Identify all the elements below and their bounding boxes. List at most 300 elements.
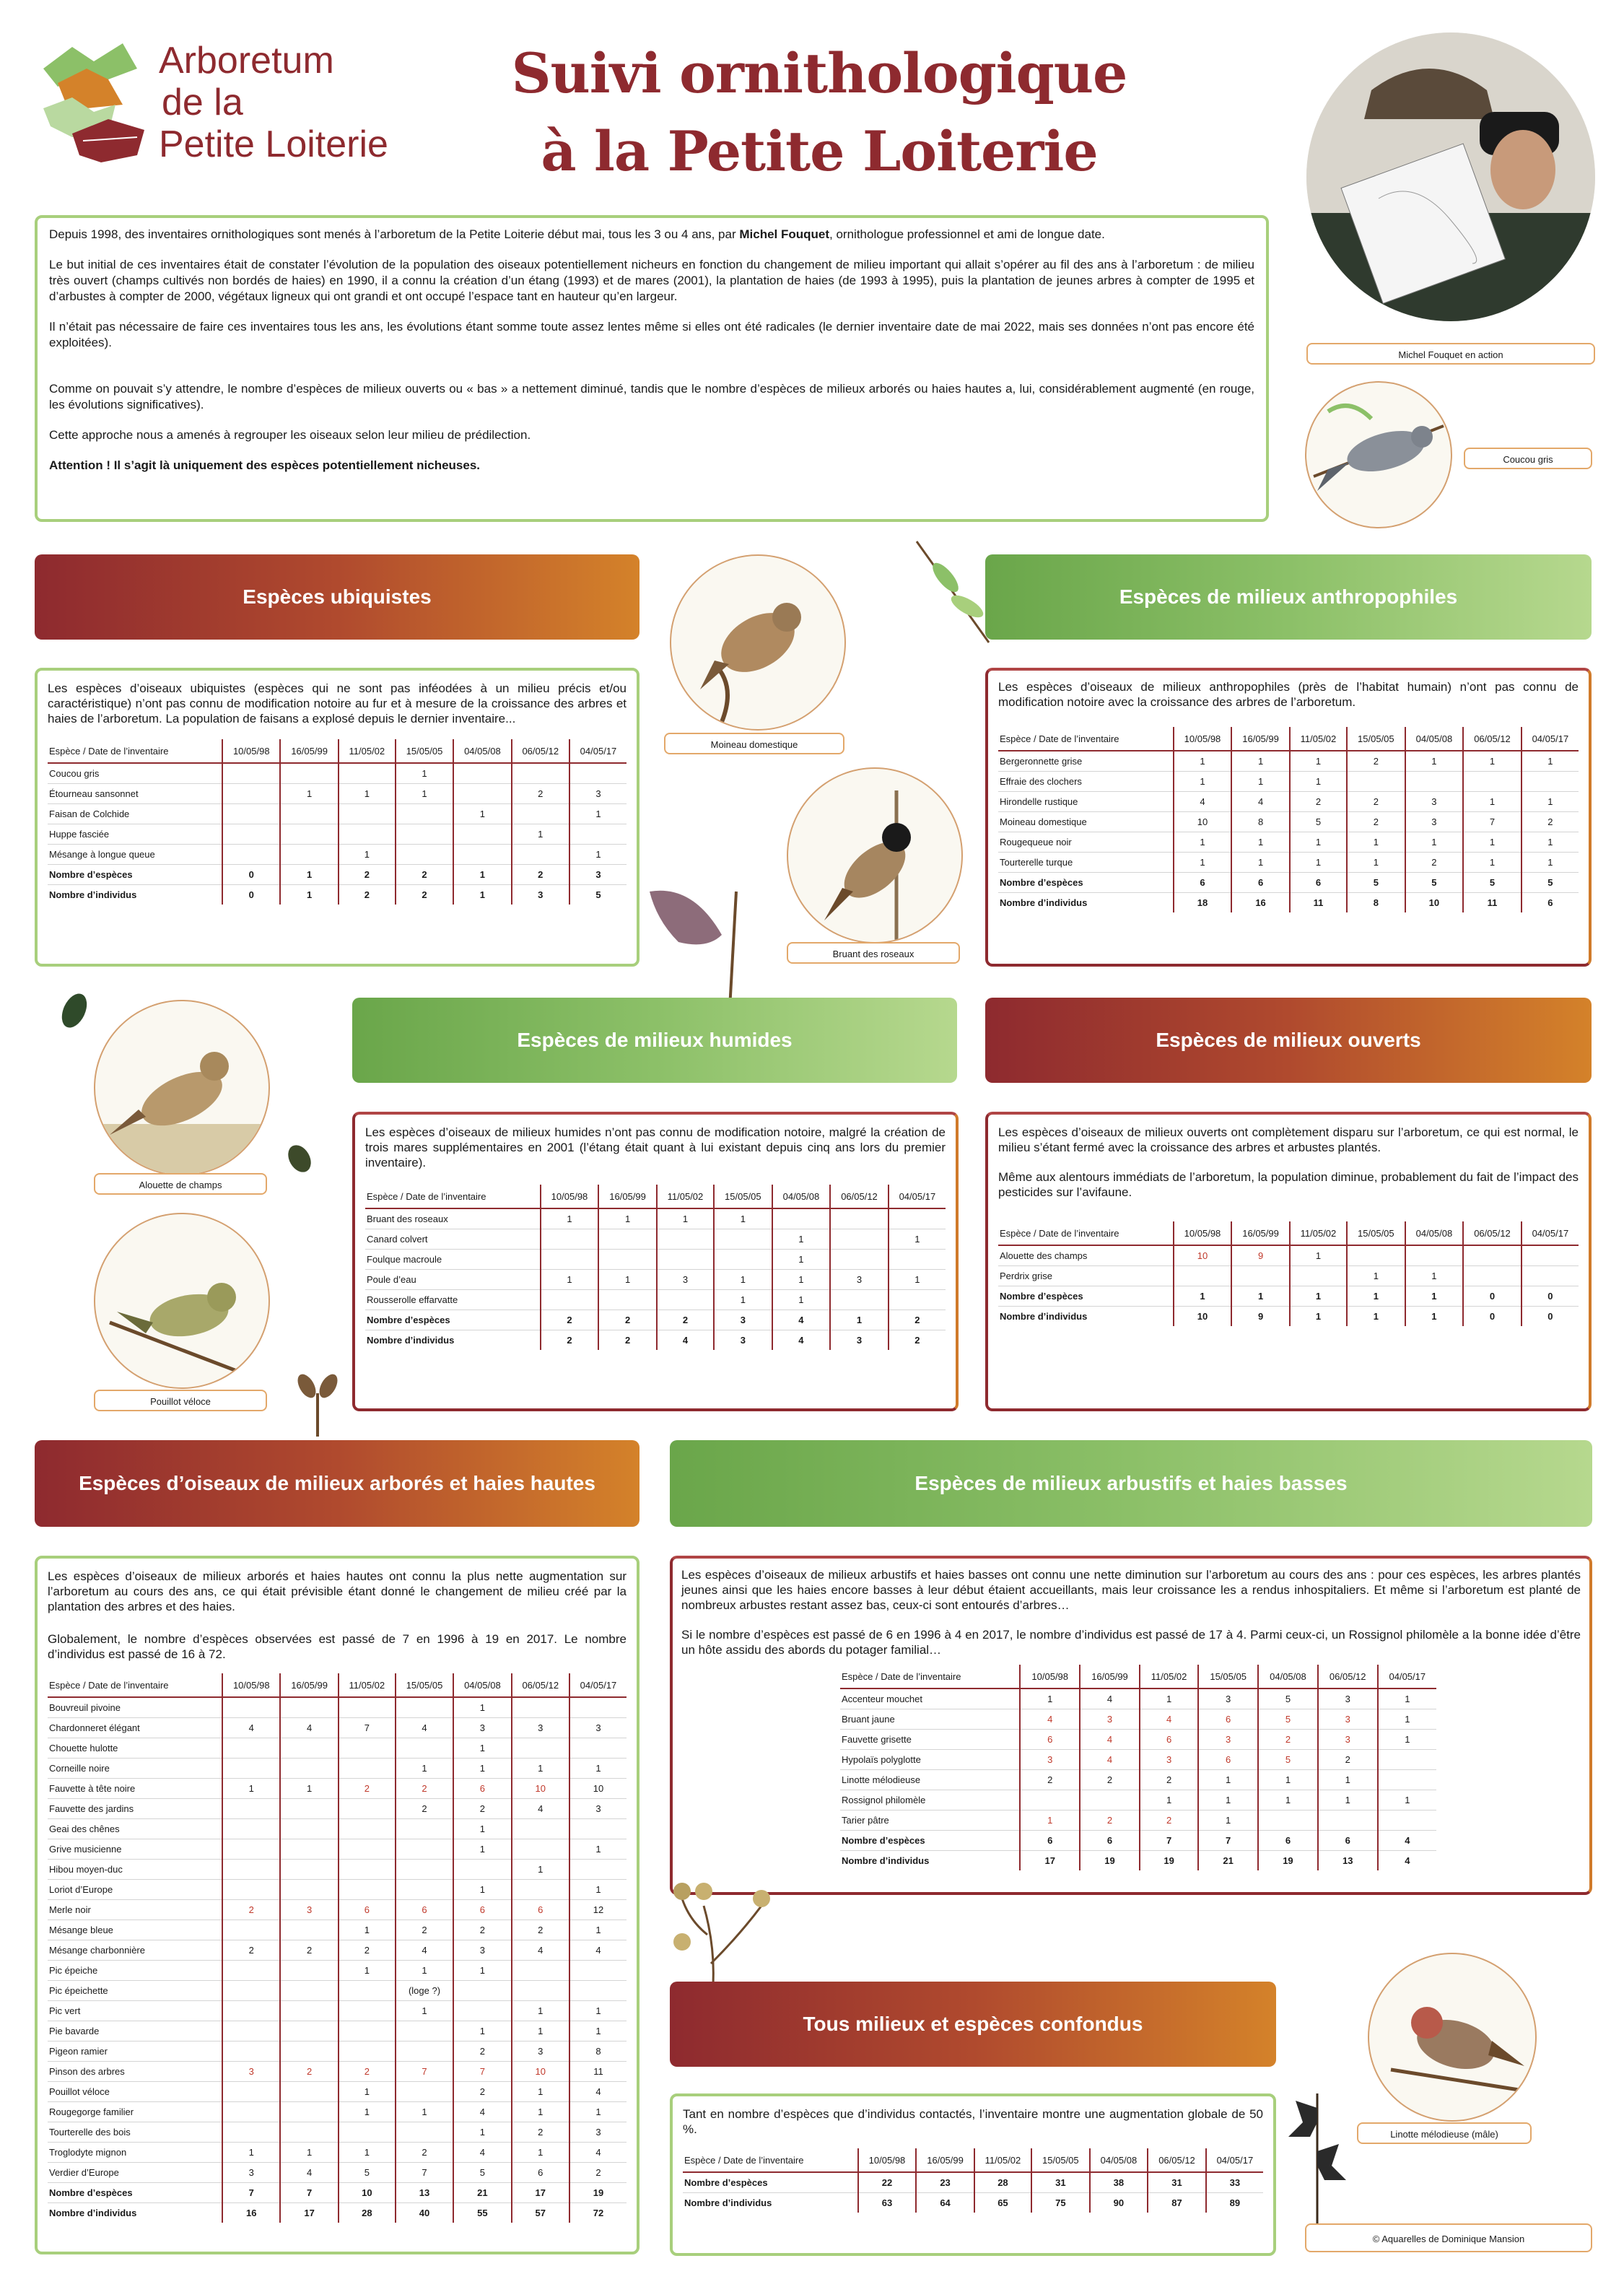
count-cell: [222, 804, 280, 824]
species-name-cell: Nombre d’espèces: [48, 2183, 222, 2203]
table-row: [365, 1270, 946, 1290]
count-cell: 2: [1140, 1810, 1198, 1831]
count-cell: 1: [396, 1961, 453, 1981]
date-header: 06/05/12: [1318, 1665, 1378, 1689]
species-name-cell: Linotte mélodieuse: [840, 1770, 1020, 1790]
table-header-row: [998, 1221, 1579, 1245]
count-cell: 6: [1522, 893, 1579, 913]
species-name-cell: Hibou moyen-duc: [48, 1860, 222, 1880]
count-cell: [280, 1799, 338, 1819]
date-header: 11/05/02: [1140, 1665, 1198, 1689]
count-cell: 10: [1174, 1245, 1232, 1266]
count-cell: 10: [339, 2183, 396, 2203]
table-row: [998, 1245, 1579, 1266]
count-cell: 1: [889, 1229, 946, 1250]
count-cell: 4: [396, 1940, 453, 1961]
date-header: 11/05/02: [339, 739, 396, 763]
count-cell: 6: [1080, 1831, 1140, 1851]
table-row: [998, 772, 1579, 792]
count-cell: 4: [1080, 1730, 1140, 1750]
count-cell: 1: [1290, 751, 1347, 772]
count-cell: 1: [512, 824, 569, 845]
count-cell: [222, 824, 280, 845]
species-name-cell: Nombre d’individus: [998, 893, 1174, 913]
count-cell: [512, 1981, 569, 2001]
count-cell: 4: [512, 1799, 569, 1819]
text-arbustifs-2: Si le nombre d’espèces est passé de 6 en 1996 à 4 en 2017, le nombre d’individus est passé de 17 à 4. Parmi ceux-ci, un Rossignol philomèle a la bonne idée d’être un hôte assidu des abords du potager familial…: [681, 1628, 1581, 1657]
species-name-cell: Chouette hulotte: [48, 1738, 222, 1759]
count-cell: [339, 2122, 396, 2143]
species-name-cell: Nombre d’individus: [48, 885, 222, 905]
caption-bruant-des-roseaux: Bruant des roseaux: [787, 942, 960, 964]
count-cell: 3: [1020, 1750, 1080, 1770]
count-cell: 3: [512, 1718, 569, 1738]
count-cell: 5: [1258, 1689, 1318, 1709]
text-arbustifs-1: Les espèces d’oiseaux de milieux arbustifs et haies basses ont connu une nette diminution sur l’arboretum au cours des ans : pour ces espèces, les arbres plantés jeunes ainsi que les haies encore basses à leur début étaient accueillants, mais leur croissance les a rendus inhospitaliers. Et même si l’arboretum est planté de nombreux arbustes restant assez bas, ceux-ci sont entourés d’arbres…: [681, 1568, 1581, 1612]
count-cell: 1: [1231, 751, 1290, 772]
count-cell: 1: [569, 1839, 627, 1860]
count-cell: 6: [512, 1900, 569, 1920]
table-arbustifs: [840, 1665, 1436, 1870]
table-row: [48, 2062, 627, 2082]
count-cell: 2: [1318, 1750, 1378, 1770]
count-cell: [541, 1229, 599, 1250]
count-cell: [396, 2042, 453, 2062]
count-cell: 2: [280, 1940, 338, 1961]
count-cell: 55: [453, 2203, 511, 2223]
species-name-cell: Nombre d’espèces: [998, 873, 1174, 893]
species-name-cell: Pic vert: [48, 2001, 222, 2021]
date-header: 15/05/05: [1347, 727, 1405, 751]
count-cell: 87: [1148, 2193, 1206, 2213]
bud-branch-icon: [285, 1372, 350, 1437]
count-cell: 2: [453, 2082, 511, 2102]
count-cell: [280, 804, 338, 824]
species-name-cell: Tourterelle des bois: [48, 2122, 222, 2143]
logo-line-3: Petite Loiterie: [159, 123, 388, 165]
count-cell: 1: [1198, 1790, 1258, 1810]
logo-line-1: Arboretum: [159, 40, 334, 82]
species-name-cell: Fauvette grisette: [840, 1730, 1020, 1750]
count-cell: 1: [280, 2143, 338, 2163]
count-cell: [339, 1799, 396, 1819]
count-cell: [569, 763, 627, 784]
table-row: [48, 1718, 627, 1738]
count-cell: 4: [280, 1718, 338, 1738]
count-cell: 2: [339, 1940, 396, 1961]
text-arbores-2: Globalement, le nombre d’espèces observées est passé de 7 en 1996 à 19 en 2017. Le nombre d’individus est passé de 16 à 72.: [48, 1632, 627, 1661]
count-cell: 1: [512, 1860, 569, 1880]
count-cell: [512, 1738, 569, 1759]
species-name-cell: Loriot d’Europe: [48, 1880, 222, 1900]
count-cell: [222, 2021, 280, 2042]
count-cell: 13: [396, 2183, 453, 2203]
count-cell: 1: [453, 1697, 511, 1718]
box-ubiquistes: [35, 668, 639, 967]
species-name-cell: Nombre d’individus: [48, 2203, 222, 2223]
count-cell: 2: [1347, 792, 1405, 812]
count-cell: 3: [830, 1330, 889, 1351]
count-cell: 1: [339, 1961, 396, 1981]
table-row: [48, 2122, 627, 2143]
table-row: [48, 1697, 627, 1718]
count-cell: 1: [280, 865, 338, 885]
date-header: 04/05/17: [889, 1185, 946, 1208]
table-header-row: [998, 727, 1579, 751]
count-cell: [222, 763, 280, 784]
caption-credits: © Aquarelles de Dominique Mansion: [1305, 2223, 1592, 2252]
count-cell: 1: [396, 1759, 453, 1779]
column-header: Espèce / Date de l’inventaire: [48, 1673, 222, 1697]
count-cell: [222, 1860, 280, 1880]
count-cell: 1: [1258, 1770, 1318, 1790]
count-cell: [1463, 1266, 1522, 1286]
table-row: [840, 1689, 1436, 1709]
text-tous: Tant en nombre d’espèces que d’individus contactés, l’inventaire montre une augmentation globale de 50 %.: [683, 2107, 1263, 2136]
intro-paragraph-1: [49, 227, 1254, 243]
count-cell: 31: [1031, 2172, 1090, 2193]
intro-paragraph-3: Il n’était pas nécessaire de faire ces inventaires tous les ans, les évolutions étant somme toute assez lentes même si elles ont été radicales (le dernier inventaire date de mai 2022, mais ses données n’ont pas encore été exploitées).: [49, 320, 1254, 349]
count-cell: [453, 2001, 511, 2021]
date-header: 04/05/17: [569, 739, 627, 763]
count-cell: 1: [1347, 853, 1405, 873]
count-cell: 19: [1258, 1851, 1318, 1871]
count-cell: [396, 1880, 453, 1900]
intro-paragraph-2: Le but initial de ces inventaires était de constater l’évolution de la population des oiseaux potentiellement nicheurs en fonction du changement de milieu important qui allait s’opérer au fil des ans à l’arboretum : de milieu très ouvert (champs cultivés non bordés de haies) en 1990, il a connu la création d’un étang (1993) et de mares (2001), la plantation de haies (de 1993 à 1995), puis la plantation de jeunes arbres à compter de 1995 et d’arbustes à compter de 2000, végétaux ligneux qui ont grandi et ont occupé l’espace tant en hauteur qu’en largeur.: [49, 258, 1254, 303]
species-name-cell: Geai des chênes: [48, 1819, 222, 1839]
count-cell: 1: [396, 784, 453, 804]
count-cell: 7: [396, 2062, 453, 2082]
count-cell: 31: [1148, 2172, 1206, 2193]
date-header: 10/05/98: [222, 739, 280, 763]
count-cell: [339, 1759, 396, 1779]
count-cell: 38: [1090, 2172, 1148, 2193]
count-cell: 2: [1080, 1770, 1140, 1790]
count-cell: 7: [222, 2183, 280, 2203]
count-cell: 4: [222, 1718, 280, 1738]
species-name-cell: Perdrix grise: [998, 1266, 1174, 1286]
count-cell: 21: [453, 2183, 511, 2203]
count-cell: 1: [339, 845, 396, 865]
count-cell: 3: [453, 1718, 511, 1738]
count-cell: [222, 1697, 280, 1718]
banner-arbores: Espèces d’oiseaux de milieux arborés et haies hautes: [35, 1440, 639, 1527]
count-cell: [657, 1229, 714, 1250]
table-row: [48, 784, 627, 804]
count-cell: 6: [1231, 873, 1290, 893]
count-cell: 3: [1140, 1750, 1198, 1770]
count-cell: 1: [1258, 1790, 1318, 1810]
count-cell: [280, 1738, 338, 1759]
count-cell: 1: [1405, 1307, 1464, 1327]
column-header: Espèce / Date de l’inventaire: [998, 1221, 1174, 1245]
species-name-cell: Rossignol philomèle: [840, 1790, 1020, 1810]
count-cell: 1: [1020, 1689, 1080, 1709]
count-cell: 1: [889, 1270, 946, 1290]
count-cell: 2: [396, 1779, 453, 1799]
count-cell: 1: [396, 2001, 453, 2021]
count-cell: 2: [1347, 812, 1405, 832]
count-cell: 1: [1290, 1286, 1347, 1307]
count-cell: 1: [1290, 1307, 1347, 1327]
count-cell: [396, 2082, 453, 2102]
table-row: [998, 792, 1579, 812]
count-cell: 1: [1290, 832, 1347, 853]
count-cell: [339, 804, 396, 824]
count-cell: 4: [1378, 1851, 1436, 1871]
count-cell: 7: [396, 2163, 453, 2183]
count-cell: 18: [1174, 893, 1232, 913]
count-cell: [1463, 772, 1522, 792]
count-cell: 3: [569, 1718, 627, 1738]
species-name-cell: Pic épeiche: [48, 1961, 222, 1981]
table-header-row: [365, 1185, 946, 1208]
count-cell: [280, 2021, 338, 2042]
count-cell: 5: [1258, 1750, 1318, 1770]
table-row: [48, 1940, 627, 1961]
count-cell: 3: [512, 2042, 569, 2062]
table-row: [48, 1920, 627, 1940]
count-cell: 1: [569, 845, 627, 865]
count-cell: 1: [1463, 832, 1522, 853]
logo-line-2: de la: [162, 82, 243, 123]
count-cell: 2: [1522, 812, 1579, 832]
count-cell: [339, 1981, 396, 2001]
count-cell: 1: [512, 1759, 569, 1779]
species-name-cell: Grive musicienne: [48, 1839, 222, 1860]
species-name-cell: Bouvreuil pivoine: [48, 1697, 222, 1718]
illustration-bruant-des-roseaux: [787, 767, 963, 944]
count-cell: [569, 1981, 627, 2001]
count-cell: 2: [541, 1310, 599, 1330]
count-cell: 22: [858, 2172, 917, 2193]
date-header: 06/05/12: [830, 1185, 889, 1208]
table-row: [48, 1819, 627, 1839]
table-header-row: [48, 1673, 627, 1697]
count-cell: [657, 1290, 714, 1310]
count-cell: 1: [1231, 853, 1290, 873]
count-cell: [453, 824, 511, 845]
count-cell: 4: [1378, 1831, 1436, 1851]
table-row: [840, 1790, 1436, 1810]
count-cell: 3: [1198, 1730, 1258, 1750]
count-cell: [453, 1981, 511, 2001]
text-arbores-1: Les espèces d’oiseaux de milieux arborés et haies hautes ont connu la plus nette augmentation sur l’arboretum au cours des ans, ce qui était prévisible étant donné le changement de milieu créé par la plantation des arbres et des haies.: [48, 1569, 627, 1613]
count-cell: 2: [396, 865, 453, 885]
date-header: 16/05/99: [1231, 1221, 1290, 1245]
count-cell: 1: [1405, 1286, 1464, 1307]
count-cell: 5: [453, 2163, 511, 2183]
count-cell: 9: [1231, 1307, 1290, 1327]
table-row: [48, 2143, 627, 2163]
column-header: Espèce / Date de l’inventaire: [998, 727, 1174, 751]
count-cell: [1020, 1790, 1080, 1810]
count-cell: 1: [1405, 1266, 1464, 1286]
intro-paragraph-4: Comme on pouvait s’y attendre, le nombre d’espèces de milieux ouverts ou « bas » a nettement diminué, tandis que le nombre d’espèces de milieux arborés ou haies hautes a, lui, considérablement augmenté (en rouge, les évolutions significatives).: [49, 382, 1254, 411]
count-cell: 2: [889, 1330, 946, 1351]
count-cell: [222, 2082, 280, 2102]
species-name-cell: Nombre d’individus: [365, 1330, 541, 1351]
count-cell: 10: [512, 2062, 569, 2082]
count-cell: [453, 845, 511, 865]
count-cell: [889, 1250, 946, 1270]
total-row: [840, 1851, 1436, 1871]
count-cell: [396, 1839, 453, 1860]
count-cell: 63: [858, 2193, 917, 2213]
table-row: [48, 1880, 627, 1900]
species-name-cell: Accenteur mouchet: [840, 1689, 1020, 1709]
count-cell: [280, 763, 338, 784]
count-cell: 4: [512, 1940, 569, 1961]
species-name-cell: Fauvette à tête noire: [48, 1779, 222, 1799]
count-cell: [396, 2122, 453, 2143]
species-name-cell: Nombre d’espèces: [840, 1831, 1020, 1851]
count-cell: 8: [1347, 893, 1405, 913]
count-cell: 6: [1020, 1831, 1080, 1851]
species-name-cell: Hirondelle rustique: [998, 792, 1174, 812]
count-cell: 1: [453, 1819, 511, 1839]
date-header: 10/05/98: [858, 2148, 917, 2172]
illustration-moineau-domestique: [670, 554, 846, 731]
species-name-cell: Canard colvert: [365, 1229, 541, 1250]
count-cell: 5: [1290, 812, 1347, 832]
title-line-1: Suivi ornithologique: [511, 41, 1127, 105]
count-cell: 2: [1140, 1770, 1198, 1790]
text-ouverts: [998, 1125, 1579, 1200]
box-ouverts: [985, 1112, 1592, 1411]
table-row: [365, 1250, 946, 1270]
count-cell: 1: [1140, 1689, 1198, 1709]
count-cell: 1: [339, 2102, 396, 2122]
count-cell: 28: [974, 2172, 1031, 2193]
species-name-cell: Poule d’eau: [365, 1270, 541, 1290]
count-cell: 0: [222, 865, 280, 885]
text-ouverts-2: Même aux alentours immédiats de l’arboretum, la population diminue, probablement du fait de l’impact des pesticides sur l’avifaune.: [998, 1170, 1579, 1199]
count-cell: 1: [1522, 832, 1579, 853]
count-cell: 6: [1174, 873, 1232, 893]
count-cell: 2: [889, 1310, 946, 1330]
total-row: [48, 885, 627, 905]
count-cell: [339, 1738, 396, 1759]
date-header: 16/05/99: [1080, 1665, 1140, 1689]
species-name-cell: Huppe fasciée: [48, 824, 222, 845]
column-header: Espèce / Date de l’inventaire: [365, 1185, 541, 1208]
banner-anthropophiles: Espèces de milieux anthropophiles: [985, 554, 1592, 640]
count-cell: 2: [541, 1330, 599, 1351]
count-cell: 6: [512, 2163, 569, 2183]
count-cell: [222, 1819, 280, 1839]
illustration-linotte-melodieuse: [1368, 1953, 1537, 2122]
species-name-cell: Moineau domestique: [998, 812, 1174, 832]
date-header: 04/05/08: [772, 1185, 831, 1208]
count-cell: 1: [541, 1270, 599, 1290]
count-cell: 2: [396, 885, 453, 905]
total-row: [998, 873, 1579, 893]
date-header: 10/05/98: [1020, 1665, 1080, 1689]
count-cell: 6: [453, 1779, 511, 1799]
count-cell: 1: [1463, 751, 1522, 772]
count-cell: 11: [1290, 893, 1347, 913]
date-header: 04/05/08: [453, 1673, 511, 1697]
count-cell: 1: [772, 1229, 831, 1250]
count-cell: 28: [339, 2203, 396, 2223]
species-name-cell: Pigeon ramier: [48, 2042, 222, 2062]
chiffchaff-bird-icon: [95, 1214, 269, 1387]
count-cell: [1378, 1770, 1436, 1790]
count-cell: 1: [569, 2021, 627, 2042]
date-header: 04/05/08: [1090, 2148, 1148, 2172]
total-row: [365, 1330, 946, 1351]
count-cell: [598, 1290, 657, 1310]
count-cell: 2: [453, 1920, 511, 1940]
count-cell: [714, 1250, 772, 1270]
caption-pouillot-veloce: Pouillot véloce: [94, 1390, 267, 1411]
count-cell: 6: [1258, 1831, 1318, 1851]
count-cell: 7: [1198, 1831, 1258, 1851]
count-cell: [280, 1697, 338, 1718]
caption-coucou-gris: Coucou gris: [1464, 448, 1592, 469]
caption-linotte-melodieuse: Linotte mélodieuse (mâle): [1357, 2122, 1532, 2144]
count-cell: 1: [1347, 1286, 1405, 1307]
intro-paragraph-5: Cette approche nous a amenés à regrouper les oiseaux selon leur milieu de prédilection.: [49, 428, 531, 442]
count-cell: 4: [1020, 1709, 1080, 1730]
count-cell: 4: [569, 2143, 627, 2163]
table-row: [48, 2021, 627, 2042]
count-cell: 4: [453, 2102, 511, 2122]
table-row: [840, 1810, 1436, 1831]
count-cell: 1: [569, 1920, 627, 1940]
count-cell: [1378, 1750, 1436, 1770]
date-header: 04/05/17: [569, 1673, 627, 1697]
count-cell: [1378, 1810, 1436, 1831]
count-cell: 1: [1378, 1730, 1436, 1750]
count-cell: 1: [453, 2122, 511, 2143]
species-name-cell: Tourterelle turque: [998, 853, 1174, 873]
count-cell: 1: [453, 1839, 511, 1860]
count-cell: 4: [569, 1940, 627, 1961]
count-cell: 1: [1231, 1286, 1290, 1307]
person-with-binoculars-icon: [1306, 32, 1595, 321]
date-header: 06/05/12: [512, 739, 569, 763]
count-cell: [396, 824, 453, 845]
count-cell: 2: [512, 2122, 569, 2143]
count-cell: 3: [714, 1330, 772, 1351]
count-cell: 6: [1020, 1730, 1080, 1750]
count-cell: 23: [916, 2172, 974, 2193]
count-cell: [1347, 1245, 1405, 1266]
species-name-cell: Mésange à longue queue: [48, 845, 222, 865]
date-header: 06/05/12: [1463, 1221, 1522, 1245]
count-cell: 1: [1174, 853, 1232, 873]
date-header: 16/05/99: [598, 1185, 657, 1208]
date-header: 04/05/08: [1405, 1221, 1464, 1245]
count-cell: 1: [339, 1920, 396, 1940]
count-cell: [889, 1208, 946, 1229]
count-cell: 1: [512, 2082, 569, 2102]
count-cell: 1: [453, 1759, 511, 1779]
count-cell: 5: [1463, 873, 1522, 893]
acorn-cap-icon: [285, 1141, 314, 1177]
table-row: [365, 1290, 946, 1310]
count-cell: 1: [1174, 832, 1232, 853]
count-cell: 6: [1198, 1709, 1258, 1730]
count-cell: [598, 1229, 657, 1250]
box-tous: [670, 2093, 1276, 2256]
count-cell: 40: [396, 2203, 453, 2223]
count-cell: [222, 2122, 280, 2143]
count-cell: 2: [396, 2143, 453, 2163]
table-row: [48, 1738, 627, 1759]
